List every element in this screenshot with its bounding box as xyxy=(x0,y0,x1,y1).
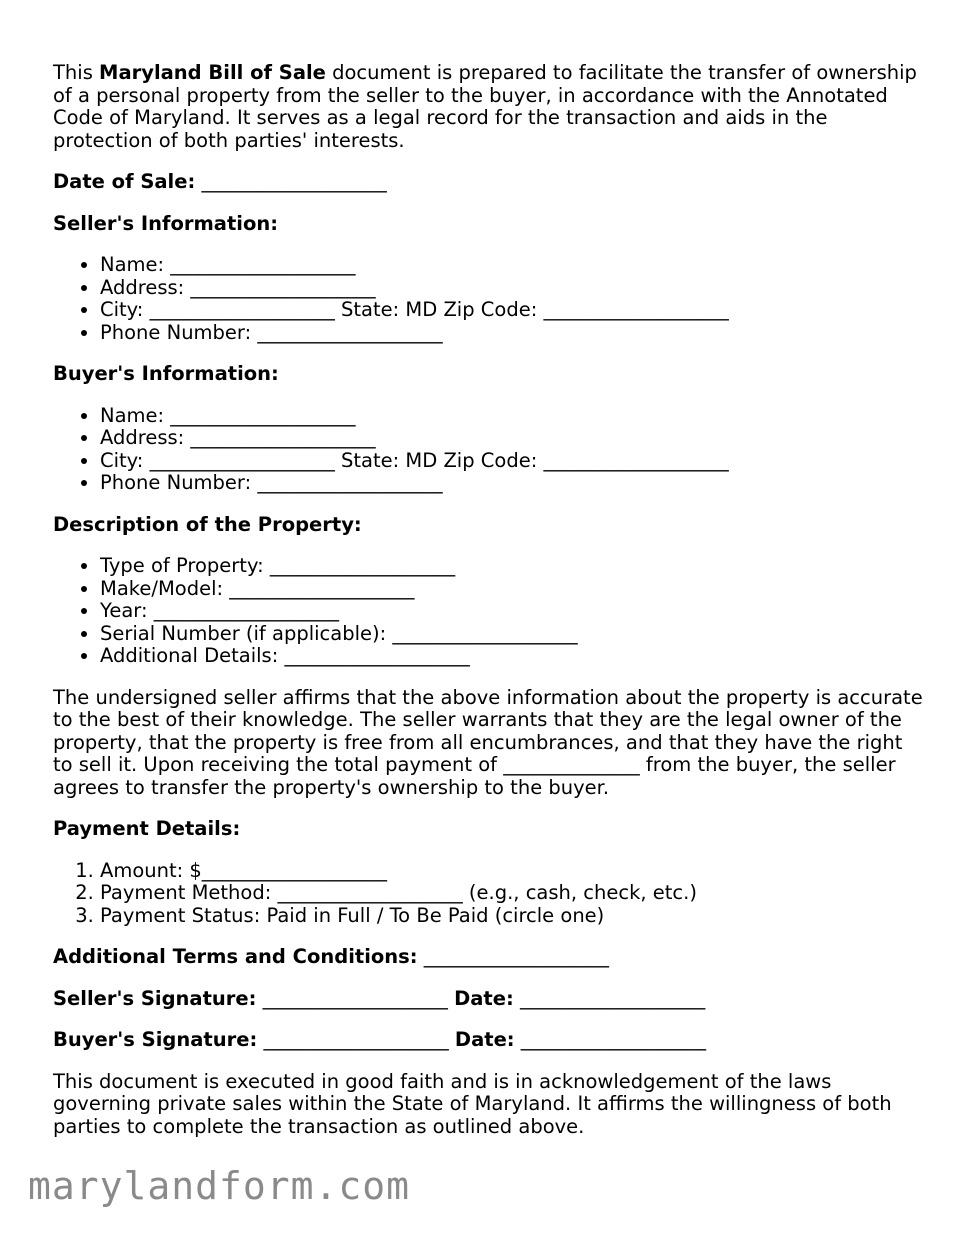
property-list xyxy=(53,555,923,668)
property-make-model-item: • Make/Model: ___________________ xyxy=(100,578,923,601)
date-of-sale-label: Date of Sale: xyxy=(53,170,196,193)
buyer-signature-blank[interactable]: ___________________ xyxy=(257,1028,455,1051)
property-year-item: • Year: ___________________ xyxy=(100,600,923,623)
seller-signature-label: Seller's Signature: xyxy=(53,986,257,1010)
seller-phone-item: • Phone Number: ___________________ xyxy=(100,322,923,345)
intro-text-start: This xyxy=(53,61,100,84)
buyer-heading: Buyer's Information: xyxy=(53,362,279,385)
seller-date-label: Date: xyxy=(454,986,514,1010)
closing-paragraph: This document is executed in good faith and is in acknowledgement of the laws governing private sales within the State of Maryland. It affirms the willingness of both parties to complete the transaction as outlined above. xyxy=(53,1069,892,1138)
buyer-city-item: • City: ___________________ State: MD Zip Code: ___________________ xyxy=(100,450,923,473)
property-details-item: • Additional Details: ___________________ xyxy=(100,645,923,668)
payment-heading: Payment Details: xyxy=(53,817,241,840)
seller-city-item: • City: ___________________ State: MD Zip Code: ___________________ xyxy=(100,299,923,322)
seller-signature-blank[interactable]: ___________________ xyxy=(256,986,455,1010)
buyer-address-item: • Address: ___________________ xyxy=(100,427,923,450)
property-serial-item: • Serial Number (if applicable): ___________________ xyxy=(100,623,923,646)
document-body xyxy=(53,62,923,1138)
buyer-signature-line xyxy=(53,1029,923,1052)
additional-terms-line xyxy=(53,946,923,969)
date-of-sale-blank[interactable]: ___________________ xyxy=(195,170,387,193)
additional-terms-blank[interactable]: ___________________ xyxy=(417,945,610,968)
affirmation-paragraph: The undersigned seller affirms that the above information about the property is accurate to the best of their knowledge. The seller warrants that they are the legal owner of the property, that the property is free from all encumbrances, and that they have the right to sell it. Upon receiving the total payment of ______________ from the buyer, the seller agrees to transfer the property's ownership to the buyer. xyxy=(53,685,923,799)
buyer-date-label: Date: xyxy=(454,1028,515,1051)
property-type-item: • Type of Property: ___________________ xyxy=(100,555,923,578)
seller-heading: Seller's Information: xyxy=(53,211,279,235)
payment-amount-item: 1. Amount: $___________________ xyxy=(100,860,923,883)
seller-signature-line xyxy=(53,988,923,1011)
payment-list xyxy=(53,860,923,928)
payment-status-item: 3. Payment Status: Paid in Full / To Be Paid (circle one) xyxy=(100,905,923,928)
site-watermark: marylandform.com xyxy=(28,1164,411,1208)
buyer-phone-item: • Phone Number: ___________________ xyxy=(100,472,923,495)
buyer-name-item: • Name: ___________________ xyxy=(100,405,923,428)
intro-paragraph xyxy=(53,62,923,152)
seller-name-item: • Name: ___________________ xyxy=(100,254,923,277)
buyer-list xyxy=(53,405,923,495)
buyer-date-blank[interactable]: ___________________ xyxy=(514,1028,707,1051)
additional-terms-label: Additional Terms and Conditions: xyxy=(53,945,418,968)
payment-method-item: 2. Payment Method: ___________________ (e.g., cash, check, etc.) xyxy=(100,882,923,905)
seller-list xyxy=(53,254,923,344)
buyer-signature-label: Buyer's Signature: xyxy=(53,1028,258,1051)
seller-date-blank[interactable]: ___________________ xyxy=(513,986,706,1010)
seller-address-item: • Address: ___________________ xyxy=(100,277,923,300)
intro-title: Maryland Bill of Sale xyxy=(99,61,326,84)
intro-text-end: document is prepared to facilitate the transfer of ownership of a personal property from the seller to the buyer, in accordance with the Annotated Code of Maryland. It serves as a legal record for the transaction and aids in the protection of both parties' interests. xyxy=(53,61,917,152)
property-heading: Description of the Property: xyxy=(53,512,362,536)
date-of-sale-line xyxy=(53,171,923,194)
